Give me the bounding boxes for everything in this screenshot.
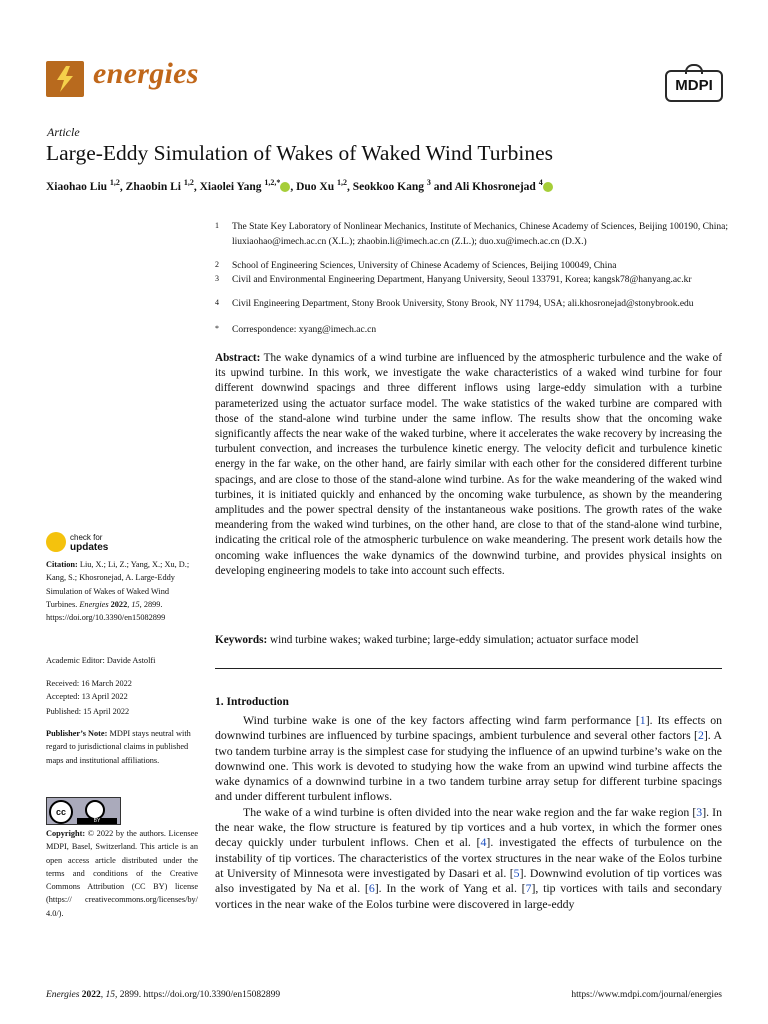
affiliation: 1 The State Key Laboratory of Nonlinear Mechanics, Institute of Mechanics, Chinese Academy of Sciences, Beijing 100190, China; liuxiaohao@imech.ac.cn (X.L.); zhaobin.li@imech.ac.cn (Z.L.); duo.xu@imech.ac.cn (D.X.): [215, 221, 728, 247]
paper-title: Large-Eddy Simulation of Wakes of Waked Wind Turbines: [46, 141, 554, 165]
citation: Citation: Liu, X.; Li, Z.; Yang, X.; Xu, D.; Kang, S.; Khosronejad, A. Large-Eddy Simulation of Wakes of Waked Wind Turbines. Energies 2022, 15, 2899. https://doi.org/10.3390/en15082899: [46, 560, 190, 623]
introduction-body: Wind turbine wake is one of the key factors affecting wind farm performance [1]. Its effects on downwind turbines are influenced by turbine spacings, ambient turbulence and several other factors [2]. A two tandem turbine array is the simplest case for studying the influence of an upwind turbine’s wake on the downwind one. This work is devoted to studying how the wake from an upwind wind turbine affects the wake dynamics of a downwind turbine in a two tandem turbine array setup for different turbine spacings and under different turbulent inflows. The wake of a wind turbine is often divided into the near wake region and the far wake region [3]. In the near wake, the flow structure is featured by tip vortices and a hub vortex, in which the former ones decay quickly under turbulent inflows. Chen et al. [4]. investigated the effects of turbulence on the instability of tip vortices. The characteristics of the vortex structures in the near wake of the Eolos turbine at University of Minnesota were investigated by Dasari et al. [5]. Downwind evolution of tip vortices was also investigated by Na et al. [6]. In the work of Yang et al. [7], tip vortices with tails and secondary vortices in the near wake of the Eolos turbine were discovered in large-eddy: [215, 713, 723, 911]
author-name: Xiaohao Liu: [46, 180, 108, 193]
orcid-icon[interactable]: [543, 182, 553, 192]
academic-editor: Academic Editor: Davide Astolfi: [46, 656, 156, 665]
published-date: Published: 15 April 2022: [46, 707, 130, 716]
journal-url-link[interactable]: https://www.mdpi.com/journal/energies: [571, 990, 722, 1000]
attribution-icon: [85, 800, 105, 820]
cc-icon: cc: [49, 800, 73, 824]
author-name: Ali Khosronejad: [454, 180, 536, 193]
accepted-date: Accepted: 13 April 2022: [46, 692, 128, 701]
copyright: Copyright: © 2022 by the authors. Licensee MDPI, Basel, Switzerland. This article is an open access article distributed under the terms and conditions of the Creative Commons Attribution (CC BY) license (https:// creativecommons.org/licenses/by/ 4.0/).: [46, 829, 199, 918]
keywords: Keywords: wind turbine wakes; waked turbine; large-eddy simulation; actuator surface model: [215, 634, 639, 646]
divider: [215, 668, 722, 669]
journal-name[interactable]: energies: [93, 57, 199, 90]
cc-by-license-badge[interactable]: cc BY: [46, 797, 121, 825]
orcid-icon[interactable]: [280, 182, 290, 192]
publisher-logo[interactable]: MDPI: [665, 70, 723, 102]
author-name: Zhaobin Li: [125, 180, 181, 193]
publisher-note: Publisher’s Note: MDPI stays neutral with regard to jurisdictional claims in published maps and institutional affiliations.: [46, 729, 191, 765]
article-type: Article: [47, 125, 80, 139]
author-name: Xiaolei Yang: [199, 180, 262, 193]
author-name: Seokkoo Kang: [352, 180, 425, 193]
abstract: Abstract: The wake dynamics of a wind turbine are influenced by the atmospheric turbulence and the wake of its upwind turbine. In this work, we investigate the wake characteristics of a waked wind turbine for four different downwind spacings and three different inflows using large-eddy simulation with a turbine parameterized using the actuator surface model. The wake statistics of the waked turbine are compared with those of the stand-alone wind turbine under the same inflow. The results show that the oncoming wake significantly affects the near wake of the waked turbine, where it accelerates the wake recovery by increasing the turbulent convection, and increases the turbulence kinetic energy. The velocity deficit and turbulence kinetic energy in the far wake, on the other hand, are fairly similar with each other for the considered different turbine spacings, and are close to those of the stand-alone wind turbine. As for the wake meandering of the waked wind turbines, it is initiated quickly and enhanced by the oncoming wake turbulence, as shown by the meandering amplitudes and the power spectral density of the instantaneous wake positions. The growth rates of the wake meandering from the waked wind turbines, on the other hand, are close to that of the stand-alone wind turbine, indicating the critical role of the atmospheric turbulence on wake meandering. The present work details how the oncoming wake influences the wake dynamics of the downwind turbine, and provides physical insights on developing engineering models to take into account such effects.: [215, 352, 722, 577]
section-heading: 1. Introduction: [215, 696, 289, 708]
author-name: Duo Xu: [296, 180, 335, 193]
received-date: Received: 16 March 2022: [46, 679, 132, 688]
journal-logo-icon: [46, 61, 84, 97]
page-footer: Energies 2022, 15, 2899. https://doi.org/10.3390/en15082899 https://www.mdpi.com/journal/energies: [46, 990, 722, 1000]
author-list: Xiaohao Liu $^{1,2}$, Zhaobin Li $^{1,2}$, Xiaolei Yang $^{1,2,*}$ , Duo Xu $^{1,2}$, Seokkoo Kang $^3$ and Ali Khosronejad $^4$: [46, 178, 553, 193]
check-updates-icon: [46, 532, 66, 552]
